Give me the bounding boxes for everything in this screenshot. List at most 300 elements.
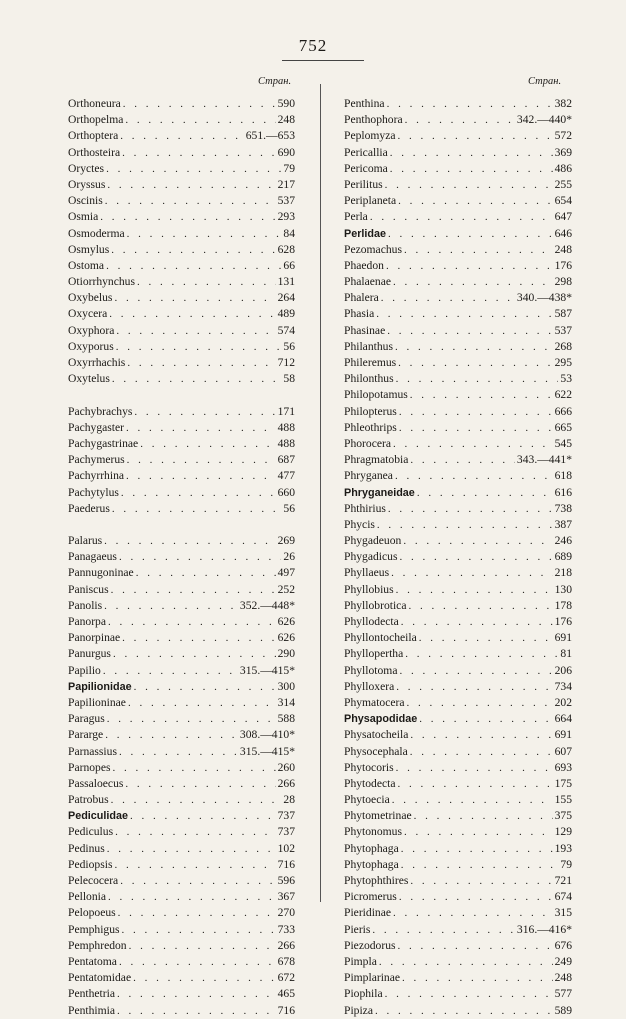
dot-leader (399, 420, 553, 436)
index-entry (68, 695, 295, 711)
entry-page: 260 (277, 760, 295, 774)
entry-page: 488 (277, 420, 295, 434)
dot-leader (401, 857, 559, 873)
dot-leader (381, 290, 515, 306)
index-entry (68, 841, 295, 857)
index-entry (344, 452, 572, 468)
dot-leader (117, 986, 276, 1002)
entry-page: 56 (283, 501, 295, 515)
dot-leader (385, 177, 553, 193)
entry-page: 465 (277, 987, 295, 1001)
entry-page: 206 (554, 663, 572, 677)
entry-page: 248 (554, 971, 572, 985)
dot-leader (398, 355, 552, 371)
entry-page: 588 (277, 712, 295, 726)
entry-name: Pachygaster (68, 420, 125, 434)
dot-leader (414, 808, 553, 824)
entry-page: 678 (277, 954, 295, 968)
entry-name: Pimpla (344, 954, 377, 968)
dot-leader (375, 1003, 553, 1019)
index-entry (344, 290, 572, 306)
entry-page: 738 (554, 501, 572, 515)
entry-name: Phytocoris (344, 760, 394, 774)
entry-name: Oryssus (68, 177, 106, 191)
entry-page: 574 (277, 323, 295, 337)
dot-leader (395, 339, 553, 355)
index-entry (344, 177, 572, 193)
entry-name: Phycis (344, 517, 375, 531)
entry-name: Phalaenae (344, 275, 391, 289)
entry-page: 626 (277, 631, 295, 645)
entry-name: Phyllotoma (344, 663, 398, 677)
index-entry (344, 209, 572, 225)
dot-leader (410, 452, 515, 468)
entry-page: 596 (277, 874, 295, 887)
entry-page: 587 (554, 307, 572, 321)
index-entry (68, 889, 295, 905)
index-entry (344, 695, 572, 711)
entry-name: Pachygastrinae (68, 436, 139, 450)
entry-page: 545 (554, 436, 572, 450)
right-column-header: Стран. (528, 76, 562, 87)
entry-page: 266 (277, 776, 295, 790)
index-entry (344, 404, 572, 420)
index-entry (344, 744, 572, 760)
index-entry (68, 371, 295, 387)
entry-name: Pediopsis (68, 857, 113, 871)
entry-page: 497 (277, 566, 295, 580)
dot-leader (407, 695, 553, 711)
dot-leader (117, 1003, 276, 1019)
dot-leader (385, 986, 553, 1002)
entry-name: Phyllodecta (344, 615, 399, 628)
entry-name: Oxyrrhachis (68, 356, 126, 369)
entry-page: 646 (554, 226, 572, 240)
index-entry (68, 128, 295, 144)
entry-name: Pentatomidae (68, 971, 132, 985)
entry-name: Phygadicus (344, 550, 398, 564)
entry-page: 626 (277, 615, 295, 628)
index-entry (344, 922, 572, 938)
index-entry (68, 857, 295, 873)
index-entry (68, 193, 295, 209)
entry-page: 672 (277, 971, 295, 985)
dot-leader (419, 711, 552, 727)
entry-page: 693 (554, 760, 572, 774)
entry-name: Pezomachus (344, 242, 402, 256)
dot-leader (116, 339, 282, 355)
dot-leader (122, 922, 276, 938)
index-entry (344, 727, 572, 743)
dot-leader (114, 290, 275, 306)
entry-name: Periplaneta (344, 194, 397, 208)
entry-page: 737 (277, 825, 295, 839)
entry-name: Physapodidae (344, 713, 418, 726)
entry-page: 721 (554, 874, 572, 887)
entry-name: Oxyphora (68, 323, 115, 337)
entry-page: 129 (554, 825, 572, 839)
entry-page: 660 (277, 485, 295, 499)
index-entry (344, 145, 572, 161)
entry-name: Oryctes (68, 161, 105, 175)
index-entry (344, 96, 572, 112)
entry-page: 666 (554, 404, 572, 418)
index-entry (344, 857, 572, 873)
dot-leader (410, 744, 553, 760)
index-entry (344, 954, 572, 970)
page-number: 752 (298, 36, 328, 55)
dot-leader (119, 549, 281, 565)
entry-page: 342.—440* (516, 113, 572, 127)
entry-name: Phytometrinae (344, 809, 412, 823)
entry-name: Orthoptera (68, 129, 119, 143)
entry-name: Orthosteira (68, 145, 121, 159)
dot-leader (386, 258, 553, 274)
dot-leader (106, 161, 281, 177)
entry-page: 676 (554, 938, 572, 952)
entry-page: 84 (283, 226, 295, 240)
dot-leader (126, 468, 276, 484)
dot-leader (125, 112, 275, 128)
dot-leader (127, 452, 276, 468)
index-entry (344, 517, 572, 533)
index-entry (344, 371, 572, 387)
dot-leader (112, 371, 282, 387)
index-entry (68, 808, 295, 824)
entry-page: 382 (554, 97, 572, 110)
index-entry (68, 905, 295, 921)
index-entry (68, 744, 295, 760)
dot-leader (122, 630, 275, 646)
index-entry (344, 420, 572, 436)
dot-leader (122, 145, 275, 161)
entry-name: Pachybrachys (68, 404, 133, 418)
index-entry (68, 986, 295, 1002)
entry-name: Phileremus (344, 356, 397, 369)
entry-name: Phyllaeus (344, 566, 390, 580)
dot-leader (119, 744, 238, 760)
entry-page: 249 (554, 954, 572, 968)
index-entry (344, 112, 572, 128)
entry-name: Perilitus (344, 177, 383, 191)
index-entry (344, 582, 572, 598)
index-entry (344, 387, 572, 403)
entry-page: 537 (277, 194, 295, 208)
entry-page: 489 (277, 307, 295, 321)
dot-leader (379, 954, 553, 970)
dot-leader (116, 323, 275, 339)
entry-page: 315 (554, 906, 572, 920)
dot-leader (112, 501, 282, 517)
entry-name: Pemphredon (68, 938, 127, 952)
entry-name: Penthophora (344, 113, 403, 127)
index-entry (344, 339, 572, 355)
index-entry (68, 938, 295, 954)
dot-leader (103, 663, 238, 679)
entry-name: Philanthus (344, 339, 393, 353)
entry-page: 295 (554, 356, 572, 369)
dot-leader (402, 970, 553, 986)
index-entry (68, 549, 295, 565)
dot-leader (120, 873, 275, 889)
index-entry (68, 663, 295, 679)
index-entry (68, 96, 295, 112)
index-entry (344, 824, 572, 840)
index-entry (344, 258, 572, 274)
index-entry (344, 792, 572, 808)
entry-name: Penthetria (68, 987, 116, 1001)
entry-page: 218 (554, 566, 572, 580)
dot-leader (108, 889, 276, 905)
index-entry (68, 258, 295, 274)
dot-leader (107, 711, 276, 727)
entry-name: Paragus (68, 712, 105, 726)
index-entry (68, 468, 295, 484)
index-entry (344, 630, 572, 646)
index-entry (344, 161, 572, 177)
index-entry (68, 290, 295, 306)
entry-name: Pimplarinae (344, 971, 401, 985)
dot-leader (399, 404, 553, 420)
dot-leader (393, 274, 553, 290)
dot-leader (108, 614, 276, 630)
index-entry (68, 727, 295, 743)
dot-leader (399, 549, 552, 565)
index-entry (68, 679, 295, 695)
index-entry (344, 646, 572, 662)
dot-leader (134, 679, 276, 695)
index-entry (68, 501, 295, 517)
entry-name: Phryganeidae (344, 486, 415, 499)
index-entry (344, 565, 572, 581)
dot-leader (404, 242, 553, 258)
entry-page: 79 (283, 161, 295, 175)
index-entry (68, 323, 295, 339)
entry-name: Papilionidae (68, 680, 132, 693)
entry-name: Phryganea (344, 469, 393, 483)
entry-page: 176 (554, 615, 572, 628)
dot-leader (130, 808, 276, 824)
index-entry (344, 970, 572, 986)
dot-leader (128, 695, 276, 711)
index-group-gap (68, 387, 295, 403)
index-entry (344, 1003, 572, 1019)
entry-name: Pannugoninae (68, 566, 134, 580)
entry-page: 66 (283, 258, 295, 272)
entry-name: Phytoecia (344, 793, 390, 807)
entry-name: Orthopelma (68, 113, 124, 127)
dot-leader (127, 226, 282, 242)
entry-name: Oxybelus (68, 291, 113, 305)
dot-leader (372, 922, 515, 938)
entry-name: Phthirius (344, 501, 386, 515)
index-entry (68, 1003, 295, 1019)
index-entry (68, 226, 295, 242)
index-entry (68, 646, 295, 662)
left-column-header: Стран. (258, 76, 292, 87)
entry-name: Pachyrrhina (68, 469, 125, 483)
entry-page: 270 (277, 906, 295, 920)
index-entry (344, 242, 572, 258)
entry-name: Pararge (68, 728, 104, 742)
index-entry (68, 485, 295, 501)
index-entry (68, 404, 295, 420)
entry-page: 178 (554, 598, 572, 612)
entry-page: 674 (554, 890, 572, 904)
entry-page: 315.—415* (239, 663, 295, 677)
entry-name: Oxycera (68, 307, 108, 321)
entry-page: 268 (554, 339, 572, 353)
index-entry (68, 145, 295, 161)
index-entry (344, 128, 572, 144)
dot-leader (140, 436, 275, 452)
index-entry (344, 841, 572, 857)
entry-page: 628 (277, 242, 295, 256)
dot-leader (105, 727, 238, 743)
dot-leader (111, 792, 282, 808)
entry-page: 343.—441* (516, 453, 572, 467)
dot-leader (104, 533, 275, 549)
entry-page: 577 (554, 987, 572, 1001)
entry-name: Patrobus (68, 793, 109, 807)
dot-leader (113, 760, 276, 776)
entry-name: Phyllontocheila (344, 631, 417, 645)
entry-name: Picromerus (344, 890, 397, 904)
entry-page: 316.—416* (516, 922, 572, 936)
entry-page: 477 (277, 469, 295, 483)
entry-name: Phymatocera (344, 695, 405, 709)
dot-leader (393, 905, 553, 921)
entry-page: 79 (560, 857, 572, 871)
index-entry (68, 711, 295, 727)
entry-name: Pediculidae (68, 810, 129, 823)
index-entry (344, 549, 572, 565)
index-entry (344, 306, 572, 322)
entry-name: Passaloecus (68, 776, 124, 790)
entry-page: 298 (554, 275, 572, 289)
entry-page: 26 (283, 550, 295, 564)
dot-leader (404, 824, 553, 840)
entry-name: Peplomyza (344, 129, 396, 143)
index-entry (344, 986, 572, 1002)
entry-name: Pediculus (68, 825, 114, 839)
dot-leader (392, 792, 553, 808)
entry-page: 352.—448* (239, 598, 295, 612)
index-entry (68, 792, 295, 808)
dot-leader (410, 727, 552, 743)
dot-leader (370, 209, 553, 225)
dot-leader (396, 679, 552, 695)
dot-leader (107, 177, 275, 193)
entry-name: Pelopoeus (68, 906, 116, 920)
index-entry (68, 873, 295, 889)
dot-leader (136, 565, 276, 581)
entry-name: Pieris (344, 922, 371, 936)
dot-leader (393, 436, 553, 452)
dot-leader (134, 404, 275, 420)
dot-leader (111, 242, 275, 258)
entry-page: 733 (277, 922, 295, 936)
dot-leader (126, 420, 276, 436)
entry-page: 737 (277, 809, 295, 823)
index-entry (68, 306, 295, 322)
entry-name: Orthoneura (68, 97, 121, 110)
entry-page: 155 (554, 793, 572, 807)
entry-name: Physocephala (344, 744, 408, 758)
dot-leader (377, 517, 553, 533)
entry-name: Pemphigus (68, 922, 120, 936)
index-entry (68, 533, 295, 549)
dot-leader (398, 938, 553, 954)
index-entry (344, 663, 572, 679)
dot-leader (396, 760, 553, 776)
dot-leader (388, 226, 553, 242)
entry-name: Philopterus (344, 404, 397, 418)
index-entry (68, 614, 295, 630)
dot-leader (398, 193, 552, 209)
entry-page: 589 (554, 1003, 572, 1017)
dot-leader (390, 145, 553, 161)
index-entry (344, 711, 572, 727)
entry-page: 607 (554, 744, 572, 758)
entry-name: Phytodecta (344, 776, 396, 790)
entry-page: 537 (554, 323, 572, 337)
dot-leader (120, 128, 243, 144)
entry-name: Pachymerus (68, 453, 125, 467)
entry-page: 264 (277, 291, 295, 305)
entry-name: Phytophaga (344, 857, 399, 871)
entry-name: Papilioninae (68, 695, 126, 709)
index-entry (344, 323, 572, 339)
dot-leader (408, 598, 552, 614)
index-entry (68, 565, 295, 581)
dot-leader (119, 954, 276, 970)
entry-name: Phasinae (344, 323, 386, 337)
entry-page: 202 (554, 695, 572, 709)
index-entry (68, 582, 295, 598)
index-entry (344, 889, 572, 905)
entry-page: 53 (560, 372, 572, 386)
entry-name: Panolis (68, 598, 103, 612)
index-entry (344, 533, 572, 549)
entry-page: 616 (554, 485, 572, 499)
entry-page: 217 (277, 177, 295, 191)
entry-name: Phylloxera (344, 679, 395, 693)
index-entry (344, 598, 572, 614)
entry-name: Pericallia (344, 145, 388, 159)
index-entry (344, 193, 572, 209)
entry-page: 651.—653 (245, 129, 295, 143)
entry-page: 193 (554, 841, 572, 855)
index-entry (68, 177, 295, 193)
dot-leader (115, 824, 276, 840)
entry-page: 269 (277, 534, 295, 548)
entry-page: 131 (277, 275, 295, 289)
dot-leader (410, 387, 553, 403)
entry-page: 102 (277, 841, 295, 855)
entry-page: 290 (277, 647, 295, 661)
index-entry (344, 760, 572, 776)
entry-name: Paederus (68, 501, 110, 515)
entry-name: Penthimia (68, 1003, 116, 1017)
entry-page: 369 (554, 145, 572, 159)
entry-name: Panorpinae (68, 631, 121, 645)
entry-name: Penthina (344, 97, 385, 110)
index-entry (344, 873, 572, 889)
entry-page: 590 (277, 97, 295, 110)
entry-name: Osmoderma (68, 226, 125, 240)
entry-page: 687 (277, 453, 295, 467)
